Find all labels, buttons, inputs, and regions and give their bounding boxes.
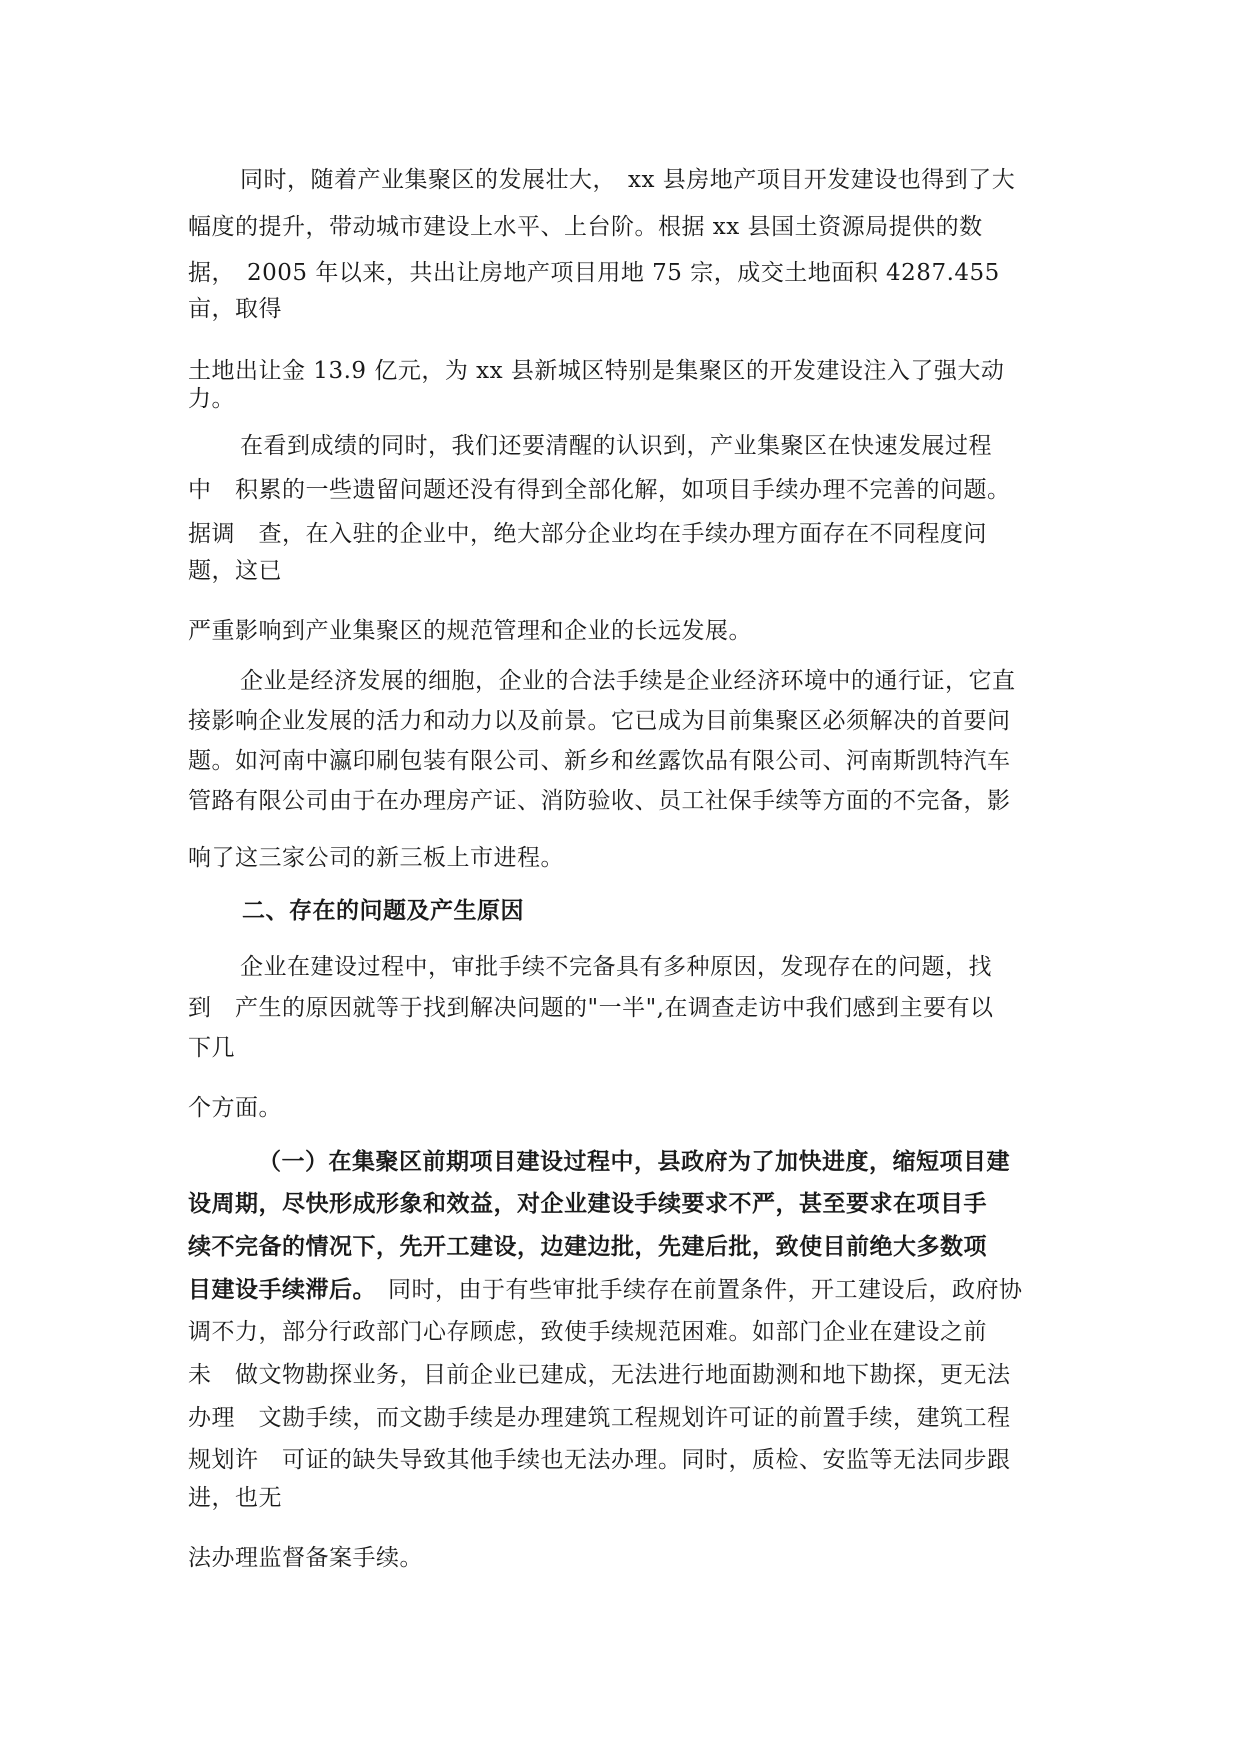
paragraph-line: 幅度的提升，带动城市建设上水平、上台阶。根据 xx 县国土资源局提供的数 [188, 214, 983, 240]
paragraph-line: 同时，随着产业集聚区的发展壮大， xx 县房地产项目开发建设也得到了大 [240, 167, 1016, 193]
paragraph-line: 据调 查，在入驻的企业中，绝大部分企业均在手续办理方面存在不同程度问 [188, 521, 987, 547]
paragraph-line: 在看到成绩的同时，我们还要清醒的认识到，产业集聚区在快速发展过程 [240, 433, 992, 459]
paragraph-line: 题，这已 [188, 558, 282, 584]
section-heading: 二、存在的问题及产生原因 [242, 898, 524, 924]
paragraph-line: 据， 2005 年以来，共出让房地产项目用地 75 宗，成交土地面积 4287.455 [188, 260, 1000, 286]
paragraph-line: 法办理监督备案手续。 [188, 1545, 423, 1571]
paragraph-line: 中 积累的一些遗留问题还没有得到全部化解，如项目手续办理不完善的问题。 [188, 477, 1011, 503]
paragraph-line: 规划许 可证的缺失导致其他手续也无法办理。同时，质检、安监等无法同步跟 [188, 1447, 1011, 1473]
paragraph-line: 亩，取得 [188, 296, 282, 322]
bold-paragraph-line: 续不完备的情况下，先开工建设，边建边批，先建后批，致使目前绝大多数项 [188, 1233, 987, 1260]
bold-paragraph-line: （一）在集聚区前期项目建设过程中，县政府为了加快进度，缩短项目建 [258, 1148, 1010, 1175]
paragraph-line: 下几 [188, 1035, 235, 1061]
mixed-paragraph-line [188, 1274, 1023, 1306]
paragraph-line: 响了这三家公司的新三板上市进程。 [188, 845, 564, 871]
paragraph-line: 接影响企业发展的活力和动力以及前景。它已成为目前集聚区必须解决的首要问 [188, 708, 1011, 734]
paragraph-line: 到 产生的原因就等于找到解决问题的"一半",在调查走访中我们感到主要有以 [188, 995, 994, 1021]
paragraph-line: 企业在建设过程中，审批手续不完备具有多种原因，发现存在的问题，找 [240, 954, 992, 980]
paragraph-line: 管路有限公司由于在办理房产证、消防验收、员工社保手续等方面的不完备，影 [188, 788, 1011, 814]
paragraph-line: 力。 [188, 386, 235, 412]
paragraph-line: 个方面。 [188, 1095, 282, 1121]
paragraph-line: 严重影响到产业集聚区的规范管理和企业的长远发展。 [188, 618, 752, 644]
bold-paragraph-line: 设周期，尽快形成形象和效益，对企业建设手续要求不严，甚至要求在项目手 [188, 1190, 987, 1217]
paragraph-line: 题。如河南中瀛印刷包装有限公司、新乡和丝露饮品有限公司、河南斯凯特汽车 [188, 748, 1011, 774]
paragraph-line: 未 做文物勘探业务，目前企业已建成，无法进行地面勘测和地下勘探，更无法 [188, 1362, 1011, 1388]
bold-lead-text: 目建设手续滞后。 [188, 1276, 365, 1303]
paragraph-line: 办理 文勘手续，而文勘手续是办理建筑工程规划许可证的前置手续，建筑工程 [188, 1405, 1011, 1431]
paragraph-line: 进，也无 [188, 1485, 282, 1511]
paragraph-line: 企业是经济发展的细胞，企业的合法手续是企业经济环境中的通行证，它直 [240, 668, 1016, 694]
paragraph-line: 土地出让金 13.9 亿元，为 xx 县新城区特别是集聚区的开发建设注入了强大动 [188, 358, 1005, 384]
paragraph-text: 同时，由于有些审批手续存在前置条件，开工建设后，政府协 [364, 1277, 1023, 1303]
paragraph-line: 调不力，部分行政部门心存顾虑，致使手续规范困难。如部门企业在建设之前 [188, 1319, 987, 1345]
